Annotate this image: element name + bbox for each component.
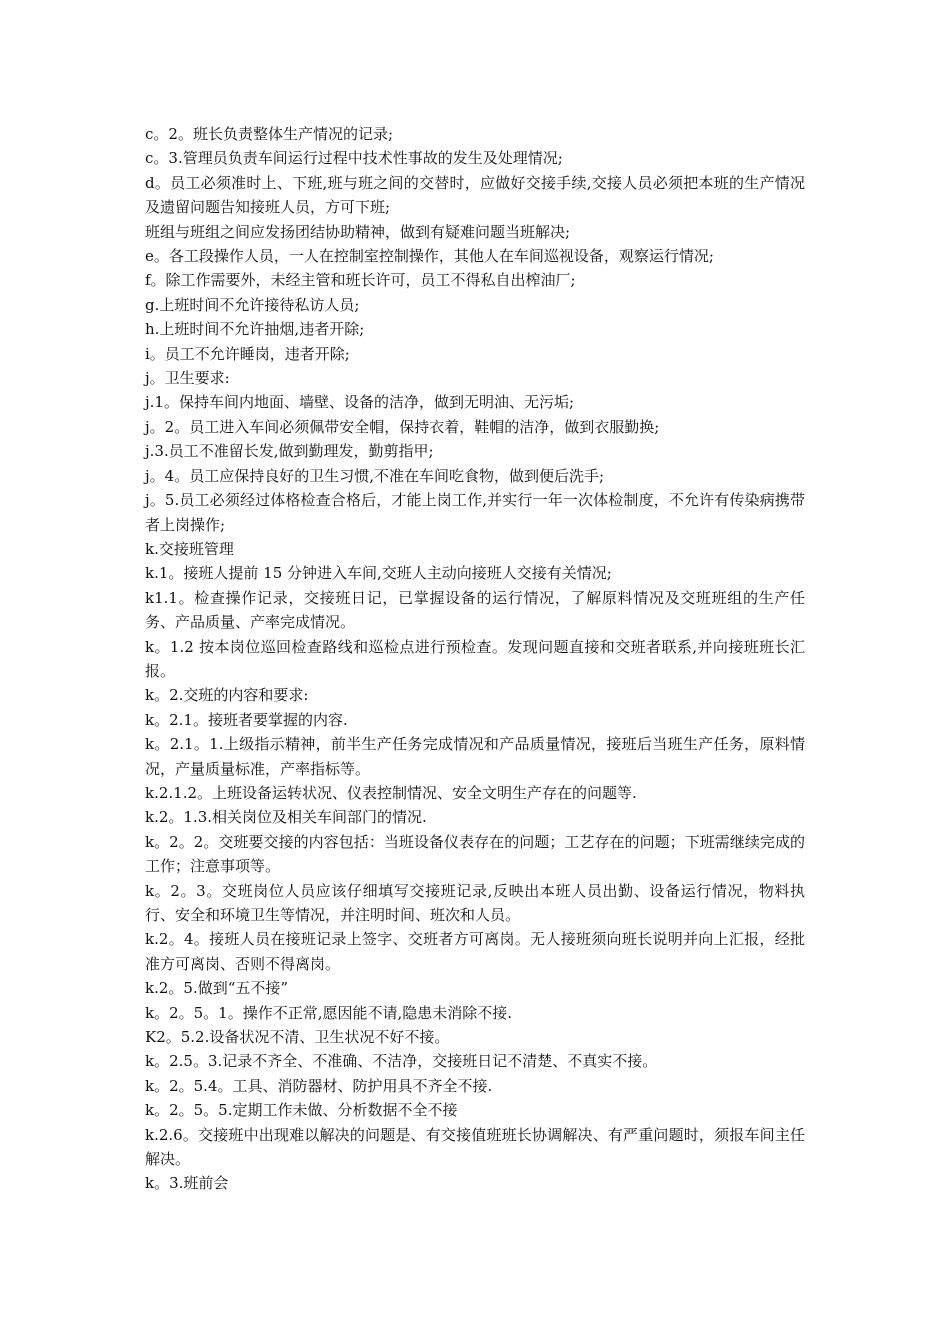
paragraph: k。2。3。交班岗位人员应该仔细填写交接班记录,反映出本班人员出勤、设备运行情况，物料执行、安全和环境卫生等情况，并注明时间、班次和人员。 — [145, 881, 805, 924]
paragraph: k.2。4。接班人员在接班记录上签字、交班者方可离岗。无人接班须向班长说明并向上汇报，经批准方可离岗、否则不得离岗。 — [145, 930, 805, 973]
section-heading: k。2.交班的内容和要求: — [145, 686, 309, 705]
paragraph: d。员工必须准时上、下班,班与班之间的交替时，应做好交接手续,交接人员必须把本班的生产情况及遗留问题告知接班人员，方可下班; — [145, 173, 805, 217]
paragraph: k。1.2 按本岗位巡回检查路线和巡检点进行预检查。发现问题直接和交班者联系,并向接班班长汇报。 — [145, 637, 805, 680]
paragraph: j。2。员工进入车间必须佩带安全帽，保持衣着，鞋帽的洁净，做到衣服勤换; — [145, 417, 660, 436]
paragraph: k。2。5。5.定期工作未做、分析数据不全不接 — [145, 1101, 458, 1120]
paragraph: f。除工作需要外，未经主管和班长许可，员工不得私自出榨油厂; — [145, 271, 576, 290]
paragraph: k.2.1.2。上班设备运转状况、仪表控制情况、安全文明生产存在的问题等. — [145, 783, 637, 802]
paragraph: k。2。5.4。工具、消防器材、防护用具不齐全不接. — [145, 1076, 493, 1095]
paragraph: j.1。保持车间内地面、墙壁、设备的洁净，做到无明油、无污垢; — [145, 393, 575, 412]
paragraph: c。2。班长负责整体生产情况的记录; — [145, 125, 393, 143]
paragraph: k。2.5。3.记录不齐全、不准确、不洁净，交接班日记不清楚、不真实不接。 — [145, 1052, 658, 1071]
paragraph: k.2。1.3.相关岗位及相关车间部门的情况. — [145, 808, 427, 827]
paragraph: i。员工不允许睡岗，违者开除; — [145, 344, 350, 363]
paragraph: k。2.1。接班者要掌握的内容. — [145, 710, 348, 729]
paragraph: g.上班时间不允许接待私访人员; — [145, 295, 360, 314]
section-heading: j。卫生要求: — [145, 369, 230, 388]
paragraph: k1.1。检查操作记录，交接班日记，已掌握设备的运行情况，了解原料情况及交班班组的生产任务、产品质量、产率完成情况。 — [145, 588, 805, 632]
paragraph: j。5.员工必须经过体格检查合格后，才能上岗工作,并实行一年一次体检制度，不允许有传染病携带者上岗操作; — [145, 491, 805, 534]
paragraph: j。4。员工应保持良好的卫生习惯,不准在车间吃食物，做到便后洗手; — [145, 466, 605, 485]
document-body — [145, 122, 805, 1196]
paragraph: k.2.6。交接班中出现难以解决的问题是、有交接值班班长协调解决、有严重问题时，须报车间主任解决。 — [145, 1125, 805, 1169]
paragraph: K2。5.2.设备状况不清、卫生状况不好不接。 — [145, 1028, 450, 1047]
paragraph: k。2。2。交班要交接的内容包括：当班设备仪表存在的问题；工艺存在的问题；下班需继续完成的工作；注意事项等。 — [145, 832, 805, 876]
paragraph: k。2.1。1.上级指示精神，前半生产任务完成情况和产品质量情况，接班后当班生产任务，原料情况，产量质量标准，产率指标等。 — [145, 735, 805, 778]
paragraph: k.1。接班人提前 15 分钟进入车间,交班人主动向接班人交接有关情况; — [145, 564, 612, 583]
paragraph: e。各工段操作人员，一人在控制室控制操作，其他人在车间巡视设备，观察运行情况; — [145, 247, 714, 266]
section-heading: k。3.班前会 — [145, 1174, 229, 1193]
section-heading: k.2。5.做到“五不接” — [145, 979, 289, 998]
paragraph: h.上班时间不允许抽烟,违者开除; — [145, 320, 365, 339]
paragraph: k。2。5。1。操作不正常,愿因能不请,隐患未消除不接. — [145, 1003, 513, 1022]
section-heading: k.交接班管理 — [145, 539, 234, 558]
paragraph: 班组与班组之间应发扬团结协助精神，做到有疑难问题当班解决; — [145, 222, 571, 241]
paragraph: j.3.员工不准留长发,做到勤理发，勤剪指甲; — [145, 442, 434, 461]
paragraph: c。3.管理员负责车间运行过程中技术性事故的发生及处理情况; — [145, 149, 563, 168]
